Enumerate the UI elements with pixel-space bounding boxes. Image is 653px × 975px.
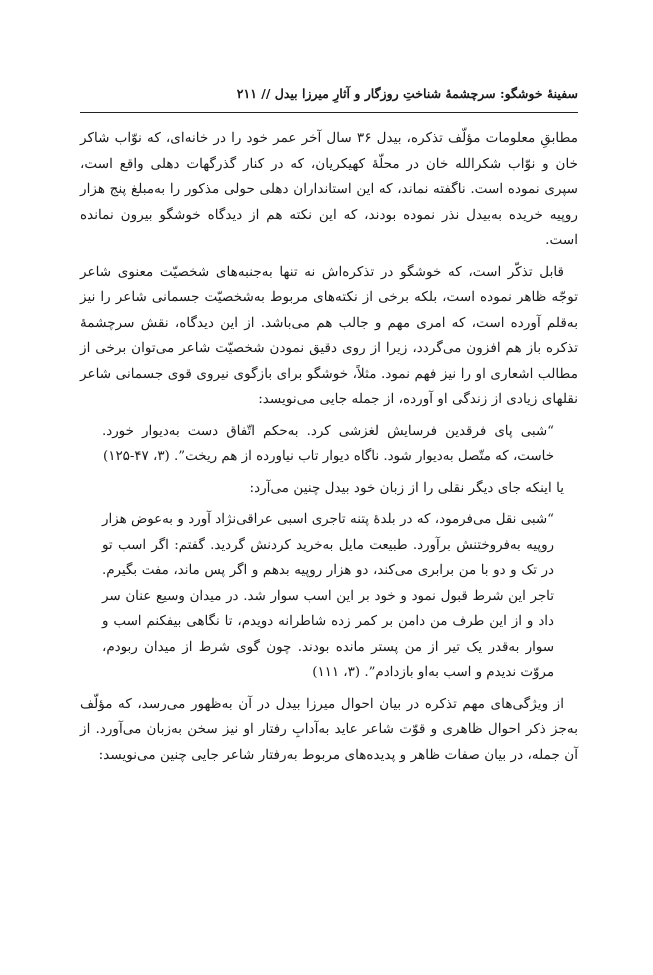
paragraph bbox=[80, 260, 578, 413]
paragraph-text: یا اینکه جای دیگر نقلی را از زبان خود بیدل چنین می‌آرد: bbox=[249, 479, 564, 496]
block-quote bbox=[80, 507, 578, 686]
block-quote bbox=[80, 419, 578, 470]
paragraph bbox=[80, 126, 578, 254]
citation: (۳، ۴۷-۱۲۵) bbox=[103, 449, 170, 464]
running-head: سفینهٔ خوشگو: سرچشمهٔ شناختِ روزگار و آثارِ میرزا بیدل // ۲۱۱ bbox=[236, 86, 578, 101]
paragraph bbox=[80, 692, 578, 769]
paragraph-text: قابل تذکّر است، که خوشگو در تذکره‌اش نه تنها به‌جنبه‌های شخصیّت معنوی شاعر توجّه ظاهر نموده است، بلکه برخی از نکته‌های مربوط به‌شخصیّت جسمانی شاعر را نیز به‌قلم آورده است، که امری مهم و جالب هم می‌باشد. از این دیدگاه، نقش سرچشمهٔ تذکره باز هم افزون می‌گردد، زیرا از روی دقیق نمودن شخصیّت شاعر می‌توان برخی از مطالب اشعاری او را نیز فهم نمود. مثلاً، خوشگو برای بازگوی نیروی قوی جسمانی شاعر نقلهای زیادی از زندگی او آورده، از جمله جایی می‌نویسد: bbox=[80, 263, 579, 407]
quote-text: “شبی نقل می‌فرمود، که در بلدهٔ پتنه تاجری اسبی عراقی‌نژاد آورد و به‌عوض هزار روپیه به‌فروختنش برآورد. طبیعت مایل به‌خرید کردنش گردید. گفتم: اگر اسب تو در تک و دو با من برابری می‌کند، دو هزار روپیه بدهم و اگر پس ماند، مفت بگیرم. تاجر این شرط قبول نمود و خود بر این اسب سوار شد. در میدان وسیع عنان سر داد و از این طرف من دامن بر کمر زده شاطرانه دویدم، تا نگاهی بیفکنم اسب و سوار به‌قدر یک تیر از من پستر مانده بودند. چون گوی شرط از میدان ربودم، مروّت ندیدم و اسب به‌او بازدادم”. bbox=[102, 512, 554, 680]
page-body bbox=[80, 126, 578, 774]
quote-text: “شبی پای فرقدین فرسایش لغزشی کرد. به‌حکم اتّفاق دست به‌دیوار خورد. خاست، که متّصل به‌دیوار شود. ناگاه دیوار تاب نیاورده از هم ریخت”. bbox=[102, 423, 554, 464]
document-page bbox=[80, 0, 578, 975]
paragraph-text: از ویژگی‌های مهم تذکره در بیان احوال میرزا بیدل در آن به‌ظهور می‌رسد، که مؤلّف به‌جز ذکر احوال ظاهری و قوّت شاعر عاید به‌آدابِ رفتار او نیز سخن به‌زبان می‌آورد. از آن جمله، در بیان صفات ظاهر و پدیده‌های مربوط به‌رفتار شاعر جایی چنین می‌نویسد: bbox=[80, 695, 578, 763]
paragraph-text: مطابقِ معلومات مؤلّف تذکره، بیدل ۳۶ سال آخر عمر خود را در خانه‌ای، که نوّاب شاکر خان و نوّاب شکرالله خان در محلّهٔ کهیکریان، که در کنار گذرگهات دهلی واقع است، سپری نموده است. ناگفته نماند، که این استانداران دهلی حولی مذکور را به‌مبلغ پنج هزار روپیه خریده به‌بیدل نذر نموده بودند، که این نکته هم از دیدگاه خوشگو بیرون نمانده است. bbox=[80, 130, 579, 248]
header-rule bbox=[80, 112, 578, 113]
paragraph bbox=[80, 476, 578, 502]
citation: (۳، ۱۱۱) bbox=[312, 665, 361, 680]
